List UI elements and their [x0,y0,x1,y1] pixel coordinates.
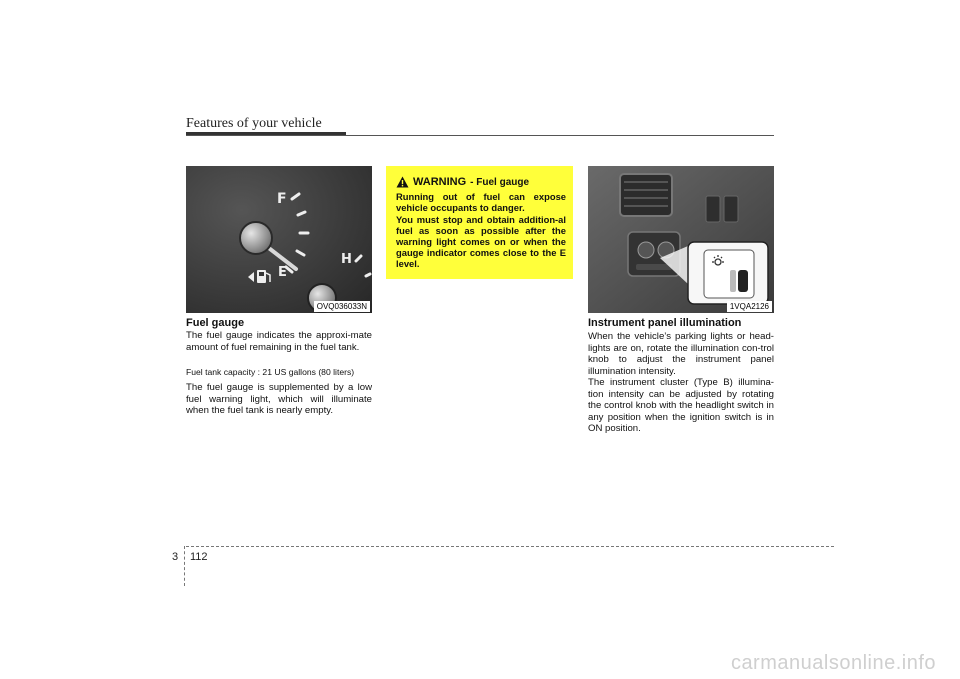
illumination-control-photo [588,166,774,313]
warning-paragraph-2: You must stop and obtain addition-al fuel as soon as possible after the warning light comes on or when the gauge indicator comes close to the E level. [396,214,566,269]
gauge-hub [240,222,272,254]
illumination-paragraph-2: The instrument cluster (Type B) illumina-tion intensity can be adjusted by rotating the control knob with the headlight switch in any position when the ignition switch is in ON position. [588,377,774,434]
air-vent [620,174,672,216]
dashboard-illustration [588,166,774,313]
warning-subtitle: - Fuel gauge [470,176,530,188]
illumination-paragraph-1: When the vehicle’s parking lights or head-lights are on, rotate the illumination con-trol knob to adjust the instrument panel illumination intensity. [588,331,774,377]
page-number: 112 [190,551,208,563]
gauge-letter-h: H [341,252,352,267]
illumination-heading: Instrument panel illumination [588,317,742,329]
gauge-letter-e: E [278,265,287,280]
fuel-gauge-photo [186,166,372,313]
warning-title-row [396,175,529,189]
fuel-gauge-paragraph-2: The fuel gauge is supplemented by a low fuel warning light, which will illuminate when the fuel tank is nearly empty. [186,382,372,416]
illumination-knob [738,270,748,292]
gauge-letter-f: F [277,191,287,207]
photo-code: 1VQA2126 [727,301,772,312]
photo-code: OVQ036033N [314,301,370,312]
chapter-number: 3 [172,551,179,563]
page-header-title: Features of your vehicle [186,116,322,131]
warning-title: WARNING [413,176,467,188]
header-rule [186,135,774,136]
fuel-tank-capacity: Fuel tank capacity : 21 US gallons (80 liters) [186,367,355,377]
fuel-gauge-paragraph-1: The fuel gauge indicates the approxi-mate amount of fuel remaining in the fuel tank. [186,330,372,353]
warning-paragraph-1: Running out of fuel can expose vehicle occupants to danger. [396,191,566,213]
fuel-gauge-heading: Fuel gauge [186,317,245,329]
watermark: carmanualsonline.info [730,652,936,674]
footer-rule [186,546,834,547]
footer-divider [184,546,185,586]
warning-triangle-icon [396,176,409,188]
fuel-gauge-warning-box [386,166,573,279]
fuel-gauge-illustration [186,166,372,313]
